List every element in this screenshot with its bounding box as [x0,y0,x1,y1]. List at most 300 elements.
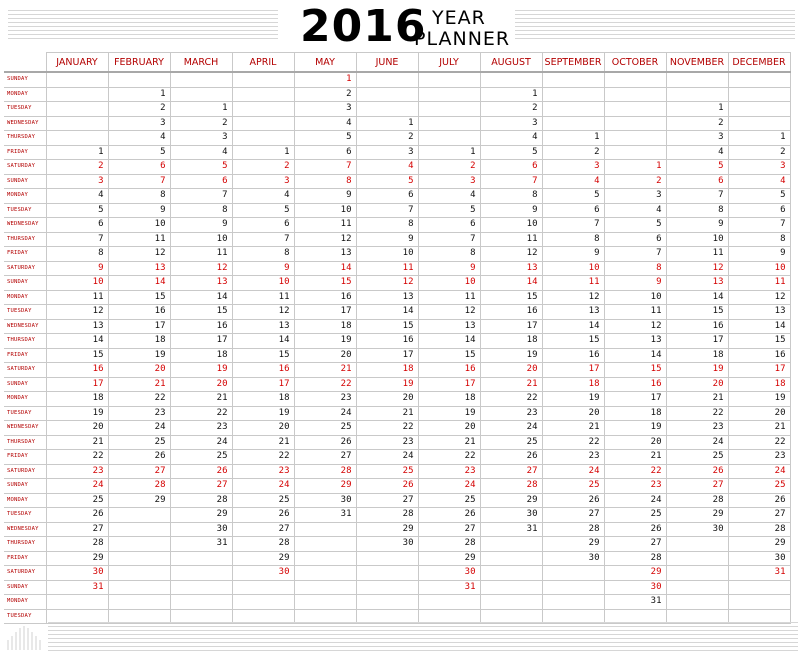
day-cell: 25 [666,450,728,465]
day-cell: 25 [108,435,170,450]
header-corner [4,53,46,73]
day-cell: 28 [542,522,604,537]
empty-cell [480,537,542,552]
day-cell: 26 [666,464,728,479]
day-cell: 22 [542,435,604,450]
day-cell: 29 [728,537,790,552]
day-cell: 28 [604,551,666,566]
day-cell: 2 [418,160,480,175]
empty-cell [542,116,604,131]
day-cell: 27 [294,450,356,465]
day-cell: 23 [604,479,666,494]
day-cell: 5 [666,160,728,175]
day-cell: 10 [232,276,294,291]
day-cell: 24 [170,435,232,450]
day-cell: 31 [604,595,666,610]
empty-cell [46,87,108,102]
month-header-december: DECEMBER [728,53,790,73]
day-cell: 3 [294,102,356,117]
empty-cell [170,595,232,610]
empty-cell [666,87,728,102]
day-cell: 18 [46,392,108,407]
day-cell: 22 [108,392,170,407]
day-cell: 13 [170,276,232,291]
weekday-label: SATURDAY [4,566,46,581]
empty-cell [108,72,170,87]
day-cell: 17 [542,363,604,378]
day-cell: 13 [294,247,356,262]
day-cell: 29 [108,493,170,508]
day-cell: 16 [232,363,294,378]
empty-cell [170,72,232,87]
empty-cell [604,87,666,102]
day-cell: 8 [170,203,232,218]
day-cell: 17 [728,363,790,378]
planner-row [4,319,790,334]
day-cell: 7 [294,160,356,175]
day-cell: 1 [356,116,418,131]
empty-cell [480,580,542,595]
empty-cell [728,102,790,117]
day-cell: 29 [666,508,728,523]
empty-cell [356,595,418,610]
day-cell: 4 [108,131,170,146]
day-cell: 3 [728,160,790,175]
weekday-label: SUNDAY [4,479,46,494]
empty-cell [418,102,480,117]
day-cell: 15 [604,363,666,378]
day-cell: 20 [418,421,480,436]
day-cell: 19 [170,363,232,378]
day-cell: 4 [46,189,108,204]
weekday-label: SUNDAY [4,377,46,392]
planner-row [4,160,790,175]
day-cell: 8 [604,261,666,276]
day-cell: 8 [356,218,418,233]
empty-cell [170,87,232,102]
day-cell: 7 [170,189,232,204]
day-cell: 20 [294,348,356,363]
planner-row [4,203,790,218]
title-word-year: YEAR [432,7,486,29]
weekday-label: MONDAY [4,493,46,508]
day-cell: 1 [604,160,666,175]
day-cell: 16 [418,363,480,378]
empty-cell [666,595,728,610]
empty-cell [666,72,728,87]
day-cell: 31 [728,566,790,581]
weekday-label: TUESDAY [4,203,46,218]
day-cell: 10 [170,232,232,247]
day-cell: 12 [232,305,294,320]
day-cell: 30 [170,522,232,537]
day-cell: 10 [728,261,790,276]
day-cell: 27 [108,464,170,479]
day-cell: 27 [232,522,294,537]
day-cell: 17 [480,319,542,334]
day-cell: 19 [666,363,728,378]
day-cell: 24 [46,479,108,494]
weekday-label: FRIDAY [4,348,46,363]
day-cell: 15 [666,305,728,320]
empty-cell [46,102,108,117]
weekday-label: THURSDAY [4,435,46,450]
day-cell: 6 [604,232,666,247]
day-cell: 9 [666,218,728,233]
day-cell: 2 [542,145,604,160]
day-cell: 25 [46,493,108,508]
weekday-label: SUNDAY [4,276,46,291]
day-cell: 31 [46,580,108,595]
day-cell: 5 [356,174,418,189]
planner-row [4,493,790,508]
day-cell: 11 [170,247,232,262]
planner-row [4,116,790,131]
day-cell: 6 [46,218,108,233]
day-cell: 24 [108,421,170,436]
day-cell: 7 [542,218,604,233]
planner-row [4,232,790,247]
day-cell: 26 [480,450,542,465]
day-cell: 11 [294,218,356,233]
day-cell: 4 [728,174,790,189]
day-cell: 6 [728,203,790,218]
empty-cell [170,566,232,581]
day-cell: 27 [604,537,666,552]
planner-row [4,72,790,87]
planner-row [4,174,790,189]
day-cell: 22 [604,464,666,479]
day-cell: 28 [232,537,294,552]
day-cell: 11 [46,290,108,305]
day-cell: 16 [604,377,666,392]
day-cell: 19 [294,334,356,349]
day-cell: 20 [232,421,294,436]
empty-cell [542,87,604,102]
day-cell: 25 [170,450,232,465]
day-cell: 25 [356,464,418,479]
empty-cell [728,580,790,595]
day-cell: 6 [170,174,232,189]
day-cell: 8 [542,232,604,247]
day-cell: 13 [418,319,480,334]
day-cell: 28 [418,537,480,552]
day-cell: 23 [46,464,108,479]
planner-row [4,406,790,421]
day-cell: 30 [728,551,790,566]
day-cell: 14 [170,290,232,305]
title-year: 2016 [300,1,427,52]
day-cell: 2 [666,116,728,131]
day-cell: 17 [170,334,232,349]
planner-row [4,334,790,349]
day-cell: 5 [604,218,666,233]
empty-cell [356,566,418,581]
day-cell: 13 [108,261,170,276]
day-cell: 3 [108,116,170,131]
day-cell: 8 [294,174,356,189]
planner-row [4,131,790,146]
day-cell: 9 [46,261,108,276]
empty-cell [294,595,356,610]
weekday-label: TUESDAY [4,609,46,624]
day-cell: 4 [356,160,418,175]
day-cell: 26 [418,508,480,523]
day-cell: 1 [480,87,542,102]
day-cell: 20 [542,406,604,421]
day-cell: 1 [294,72,356,87]
day-cell: 27 [666,479,728,494]
planner-row [4,464,790,479]
day-cell: 22 [480,392,542,407]
day-cell: 30 [604,580,666,595]
day-cell: 23 [418,464,480,479]
empty-cell [170,580,232,595]
month-header-may: MAY [294,53,356,73]
month-header-july: JULY [418,53,480,73]
day-cell: 8 [108,189,170,204]
day-cell: 14 [418,334,480,349]
empty-cell [232,131,294,146]
day-cell: 18 [604,406,666,421]
day-cell: 5 [728,189,790,204]
day-cell: 23 [356,435,418,450]
day-cell: 23 [542,450,604,465]
day-cell: 13 [232,319,294,334]
planner-row [4,580,790,595]
day-cell: 1 [728,131,790,146]
decorative-lines-bottom [48,622,798,650]
day-cell: 5 [294,131,356,146]
planner-row [4,276,790,291]
weekday-label: FRIDAY [4,551,46,566]
day-cell: 17 [356,348,418,363]
empty-cell [356,580,418,595]
day-cell: 2 [356,131,418,146]
day-cell: 29 [294,479,356,494]
empty-cell [108,566,170,581]
day-cell: 13 [356,290,418,305]
day-cell: 13 [542,305,604,320]
weekday-label: WEDNESDAY [4,522,46,537]
day-cell: 11 [542,276,604,291]
day-cell: 18 [666,348,728,363]
day-cell: 19 [480,348,542,363]
day-cell: 3 [232,174,294,189]
day-cell: 13 [46,319,108,334]
weekday-label: SUNDAY [4,72,46,87]
day-cell: 19 [356,377,418,392]
day-cell: 12 [294,232,356,247]
weekday-label: SUNDAY [4,174,46,189]
day-cell: 24 [728,464,790,479]
empty-cell [604,131,666,146]
day-cell: 21 [108,377,170,392]
day-cell: 11 [480,232,542,247]
day-cell: 7 [666,189,728,204]
day-cell: 21 [418,435,480,450]
day-cell: 11 [728,276,790,291]
day-cell: 8 [666,203,728,218]
day-cell: 29 [604,566,666,581]
day-cell: 19 [542,392,604,407]
empty-cell [542,566,604,581]
day-cell: 25 [480,435,542,450]
day-cell: 5 [542,189,604,204]
day-cell: 11 [666,247,728,262]
day-cell: 16 [542,348,604,363]
day-cell: 20 [170,377,232,392]
empty-cell [232,595,294,610]
empty-cell [542,595,604,610]
day-cell: 3 [604,189,666,204]
day-cell: 21 [728,421,790,436]
day-cell: 27 [356,493,418,508]
day-cell: 17 [418,377,480,392]
day-cell: 23 [170,421,232,436]
day-cell: 21 [232,435,294,450]
empty-cell [356,87,418,102]
empty-cell [604,145,666,160]
month-header-january: JANUARY [46,53,108,73]
empty-cell [542,102,604,117]
day-cell: 22 [46,450,108,465]
day-cell: 21 [666,392,728,407]
day-cell: 25 [418,493,480,508]
day-cell: 30 [356,537,418,552]
day-cell: 6 [542,203,604,218]
day-cell: 26 [108,450,170,465]
day-cell: 26 [728,493,790,508]
decorative-lines-right [515,10,795,40]
empty-cell [728,116,790,131]
planner-row [4,305,790,320]
empty-cell [356,551,418,566]
day-cell: 25 [542,479,604,494]
month-header-september: SEPTEMBER [542,53,604,73]
day-cell: 27 [728,508,790,523]
planner-row [4,537,790,552]
day-cell: 9 [356,232,418,247]
day-cell: 6 [666,174,728,189]
day-cell: 16 [356,334,418,349]
empty-cell [480,566,542,581]
day-cell: 16 [728,348,790,363]
day-cell: 27 [418,522,480,537]
planner-row [4,261,790,276]
decorative-corner-graphic [4,618,44,650]
day-cell: 22 [294,377,356,392]
planner-row [4,189,790,204]
day-cell: 14 [108,276,170,291]
day-cell: 7 [418,232,480,247]
planner-row [4,566,790,581]
day-cell: 21 [480,377,542,392]
day-cell: 29 [542,537,604,552]
day-cell: 8 [232,247,294,262]
weekday-label: THURSDAY [4,537,46,552]
empty-cell [108,580,170,595]
day-cell: 14 [46,334,108,349]
empty-cell [604,72,666,87]
day-cell: 29 [356,522,418,537]
weekday-label: THURSDAY [4,131,46,146]
weekday-label: MONDAY [4,189,46,204]
empty-cell [666,537,728,552]
day-cell: 10 [604,290,666,305]
day-cell: 2 [604,174,666,189]
day-cell: 9 [542,247,604,262]
day-cell: 10 [418,276,480,291]
planner-row [4,508,790,523]
day-cell: 26 [170,464,232,479]
planner-row [4,479,790,494]
day-cell: 20 [666,377,728,392]
day-cell: 15 [232,348,294,363]
day-cell: 18 [294,319,356,334]
empty-cell [46,595,108,610]
weekday-label: WEDNESDAY [4,218,46,233]
day-cell: 17 [294,305,356,320]
empty-cell [232,87,294,102]
day-cell: 7 [108,174,170,189]
day-cell: 9 [108,203,170,218]
day-cell: 8 [728,232,790,247]
day-cell: 19 [108,348,170,363]
day-cell: 24 [418,479,480,494]
day-cell: 15 [542,334,604,349]
empty-cell [418,116,480,131]
day-cell: 2 [108,102,170,117]
weekday-label: TUESDAY [4,508,46,523]
day-cell: 22 [232,450,294,465]
day-cell: 24 [294,406,356,421]
planner-row [4,87,790,102]
day-cell: 13 [480,261,542,276]
day-cell: 12 [418,305,480,320]
day-cell: 4 [666,145,728,160]
empty-cell [542,580,604,595]
weekday-label: MONDAY [4,595,46,610]
weekday-label: FRIDAY [4,145,46,160]
day-cell: 6 [418,218,480,233]
day-cell: 20 [480,363,542,378]
day-cell: 7 [356,203,418,218]
planner-row [4,290,790,305]
day-cell: 17 [232,377,294,392]
empty-cell [232,102,294,117]
empty-cell [108,508,170,523]
day-cell: 19 [232,406,294,421]
empty-cell [604,102,666,117]
day-cell: 30 [46,566,108,581]
day-cell: 21 [170,392,232,407]
empty-cell [418,72,480,87]
day-cell: 18 [728,377,790,392]
day-cell: 1 [542,131,604,146]
day-cell: 21 [294,363,356,378]
day-cell: 28 [728,522,790,537]
day-cell: 28 [108,479,170,494]
day-cell: 29 [480,493,542,508]
day-cell: 25 [728,479,790,494]
empty-cell [666,566,728,581]
day-cell: 27 [480,464,542,479]
day-cell: 2 [170,116,232,131]
month-header-june: JUNE [356,53,418,73]
empty-cell [418,131,480,146]
empty-cell [294,580,356,595]
